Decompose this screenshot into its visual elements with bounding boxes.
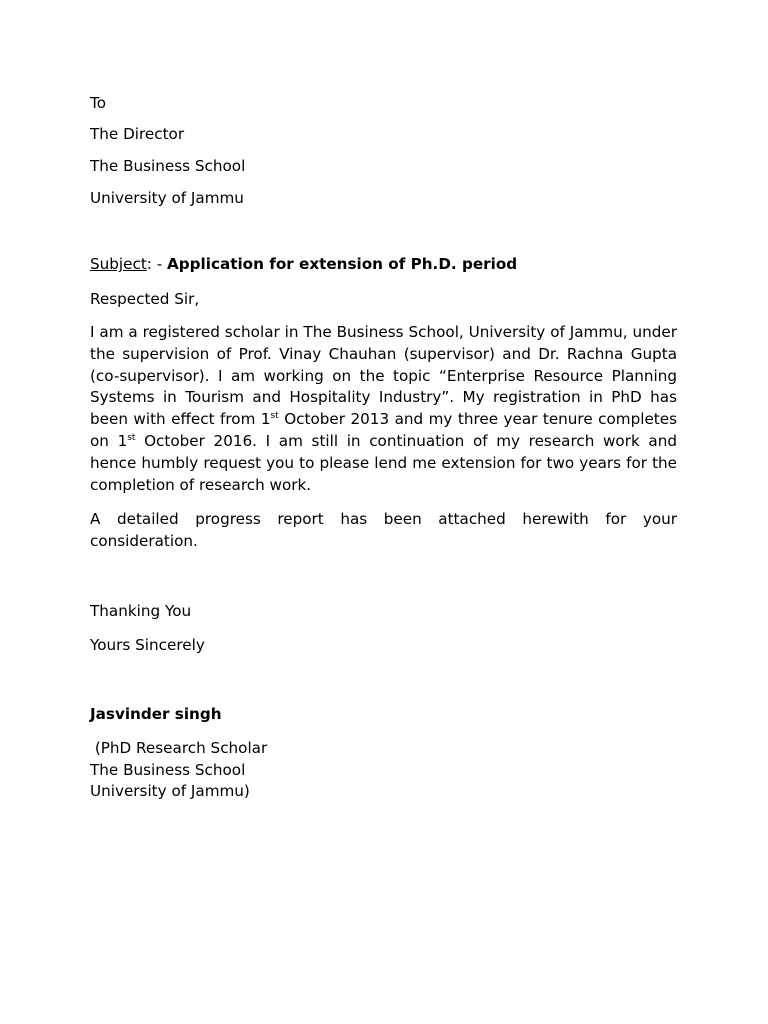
ordinal-suffix-2: st (127, 432, 136, 443)
body-paragraph-1 (90, 322, 677, 496)
to-label: To (90, 94, 106, 112)
salutation: Respected Sir, (90, 290, 200, 308)
signature-name: Jasvinder singh (90, 705, 222, 723)
signature-department: The Business School (90, 760, 246, 779)
recipient-university: University of Jammu (90, 189, 244, 207)
recipient-title: The Director (90, 125, 185, 143)
body-paragraph-1-part-3: October 2016. I am still in continuation of my research work and hence humbly request you to please lend me extension for two years for the completion of research work. (90, 431, 677, 494)
subject-line (90, 254, 517, 274)
recipient-department: The Business School (90, 157, 246, 175)
ordinal-suffix-1: st (270, 411, 279, 422)
body-paragraph-1-part-2: October 2013 and my three year tenure completes on 1 (90, 410, 678, 450)
subject-label: Subject (90, 255, 147, 273)
signature-university: University of Jammu) (90, 782, 250, 800)
signature-details (90, 738, 267, 803)
subject-text: Application for extension of Ph.D. period (167, 255, 518, 273)
body-paragraph-1-part-1: I am a registered scholar in The Business School, University of Jammu, under the supervision of Prof. Vinay Chauhan (supervisor) and Dr. Rachna Gupta (co-supervisor). I am working on the topic “Enterprise Resource Planning Systems in Tourism and Hospitality Industry”. My registration in PhD has been with effect from 1 (90, 323, 677, 429)
signature-role: (PhD Research Scholar (90, 739, 268, 757)
closing-sign-off: Yours Sincerely (90, 636, 205, 654)
closing-thanks: Thanking You (90, 602, 192, 620)
body-paragraph-2: A detailed progress report has been attached herewith for your consideration. (90, 510, 677, 550)
subject-separator: : - (146, 255, 168, 273)
